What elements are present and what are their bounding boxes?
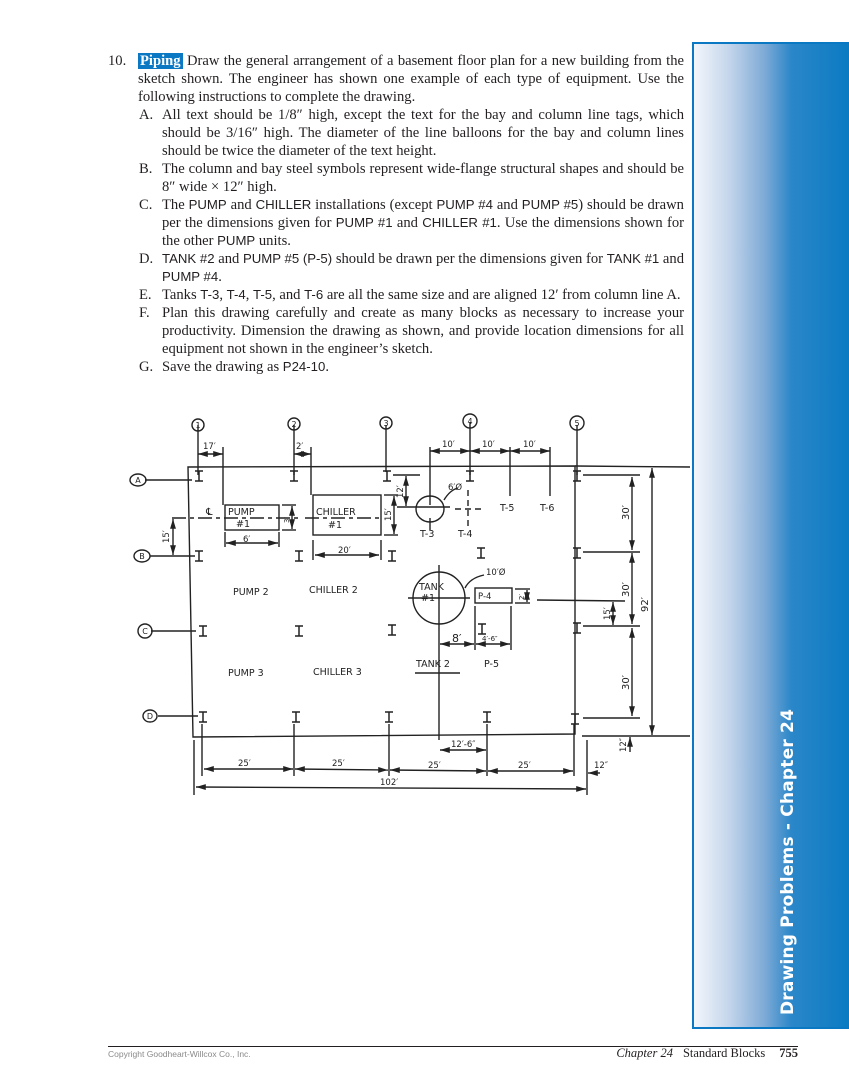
dim-label: 25′ [332,759,345,769]
code-run: PUMP #4 [436,197,493,212]
item-text: The column and bay steel symbols represent wide-flange structural shapes and should be 8″ wide × 12″ high. [162,161,684,195]
instruction-e [108,286,684,304]
item-letter: E. [139,287,152,303]
dim-label: 6′Ø [448,483,463,493]
dim-label: 102′ [380,778,399,788]
chapter-sidebar-tab [692,42,849,1029]
item-letter: B. [139,161,153,177]
dim-label: 8′ [452,632,462,645]
tank-t3-label: T-3 [420,529,435,540]
item-letter: A. [139,107,154,123]
sidebar-label: Drawing Problems - Chapter 24 [778,708,798,1015]
item-text: All text should be 1/8″ high, except the text for the bay and column line tags, which should be 3/16″ high. The diameter of the line balloons for the bay and column lines should be twice the diameter of the text height. [162,107,684,159]
text-run: . Use the dimensions shown for the other [162,215,684,249]
pump-3-label: PUMP 3 [228,668,264,679]
code-run: TANK #1 [606,251,660,266]
bay-tag-label: A [135,476,141,485]
text-run: and [214,251,243,267]
text-run: and [392,215,423,231]
instruction-g [108,358,684,376]
dim-label: 30′ [621,675,632,690]
pump-5-label: P-5 [484,659,499,670]
text-run: units. [255,233,291,249]
dim-label: 30′ [621,582,632,597]
instruction-c [108,196,684,250]
text-run: , [245,287,254,303]
tank-t4-label: T-4 [458,529,473,540]
code-run: T-5 [253,287,273,302]
bay-tag-label: C [142,627,148,636]
instruction-f [108,304,684,358]
instruction-a [108,106,684,160]
code-run: T-4 [226,287,246,302]
chiller-3-label: CHILLER 3 [313,667,362,678]
problem-intro [138,52,684,106]
text-run: Tanks [162,287,201,303]
dim-label: 15′ [603,607,613,620]
item-letter: F. [139,305,150,321]
code-run: P24-10 [282,359,326,374]
code-run: CHILLER [255,197,312,212]
dim-label: 12′-6″ [451,740,476,750]
footer-section: Standard Blocks [682,1046,766,1060]
pump-1-label: PUMP [228,507,255,518]
pump-2-label: PUMP 2 [233,587,269,598]
tank-t5-label: T-5 [500,503,515,514]
column-tag-label: 3 [383,419,389,428]
text-run: . [218,269,222,285]
code-run: TANK #2 [162,251,215,266]
dim-label: 4′-6″ [482,635,498,643]
dim-label: 2′ [518,593,526,600]
column-tag-label: 2 [291,420,297,429]
dim-label: 2′ [296,442,304,452]
problem-title: Piping [140,53,181,69]
text-run: , [219,287,227,303]
code-run: PUMP #5 [521,197,579,212]
code-run: T-3 [200,287,220,302]
pump-1-number: #1 [236,519,251,530]
floor-plan-sketch [120,405,700,805]
text-run: . [325,359,329,375]
chiller-1-number: #1 [328,520,343,531]
text-run: and [659,251,684,267]
floor-plan-svg [120,405,700,805]
code-run: CHILLER #1 [422,215,497,230]
dim-label: 12′ [396,485,406,498]
problem-number: 10. [108,53,127,69]
item-letter: D. [139,251,154,267]
code-run: PUMP [188,197,227,212]
centerline-symbol: ℄ [206,507,213,518]
footer-chapter: Chapter 24 [616,1046,673,1060]
column-tag-label: 1 [195,421,201,430]
text-run: ) should be drawn per the dimensions given for [162,197,684,231]
dim-label: 17′ [203,442,216,452]
instruction-b [108,160,684,196]
code-run: PUMP #4 [162,269,219,284]
dim-label: 3′ [283,516,291,523]
text-run: and [492,197,522,213]
text-run: Save the drawing as [162,359,283,375]
chiller-2-label: CHILLER 2 [309,585,358,596]
dim-label: 25′ [518,761,531,771]
bay-tag-label: B [139,552,145,561]
column-tag-label: 4 [467,417,473,426]
text-run: , and [272,287,305,303]
dim-label: 12″ [619,738,629,752]
instruction-d [108,250,684,286]
text-run: should be drawn per the dimensions given for [332,251,607,267]
item-text: Plan this drawing carefully and create as many blocks as necessary to increase your productivity. Dimension the drawing as shown, and provide location dimensions for all equipment not shown in the engineer’s sketch. [162,305,684,357]
tank-1-label: TANK [419,582,444,593]
text-run: and [226,197,256,213]
intro-text: Draw the general arrangement of a basement floor plan for a new building from the sketch shown. The engineer has shown one example of each type of equipment. Use the following instructions to complete the drawing. [138,53,684,105]
item-letter: G. [139,359,154,375]
tank-1-number: #1 [421,593,436,604]
tank-2-label: TANK 2 [416,659,450,670]
bay-tag-label: D [146,712,154,721]
instruction-list [108,106,684,376]
dim-label: 92′ [640,597,651,612]
problem-10 [108,52,684,376]
dim-label: 12″ [594,761,608,771]
tank-t6-label: T-6 [540,503,555,514]
text-run: are all the same size and are aligned 12′ from column line A. [323,287,681,303]
dim-label: 6′ [243,535,251,545]
dim-label: 10′ [523,440,536,450]
code-run: PUMP #5 (P-5) [242,251,333,266]
column-tag-label: 5 [574,419,580,428]
text-run: The [162,197,189,213]
dim-label: 25′ [238,759,251,769]
dim-label: 15′ [384,508,394,521]
code-run: PUMP #1 [335,215,393,230]
dim-label: 30′ [621,505,632,520]
running-footer [616,1046,798,1061]
pump-4-label: P-4 [478,592,492,602]
item-letter: C. [139,197,153,213]
dim-label: 20′ [338,546,351,556]
dim-label: 10′ [442,440,455,450]
copyright-notice: Copyright Goodheart-Willcox Co., Inc. [108,1049,251,1059]
text-run: installations (except [311,197,437,213]
dim-label: 25′ [428,761,441,771]
dim-label: 10′Ø [486,568,506,578]
chiller-1-label: CHILLER [316,507,356,518]
page-number: 755 [779,1046,798,1060]
dim-label: 15′ [162,530,172,543]
code-run: T-6 [304,287,324,302]
code-run: PUMP [217,233,256,248]
dim-label: 10′ [482,440,495,450]
